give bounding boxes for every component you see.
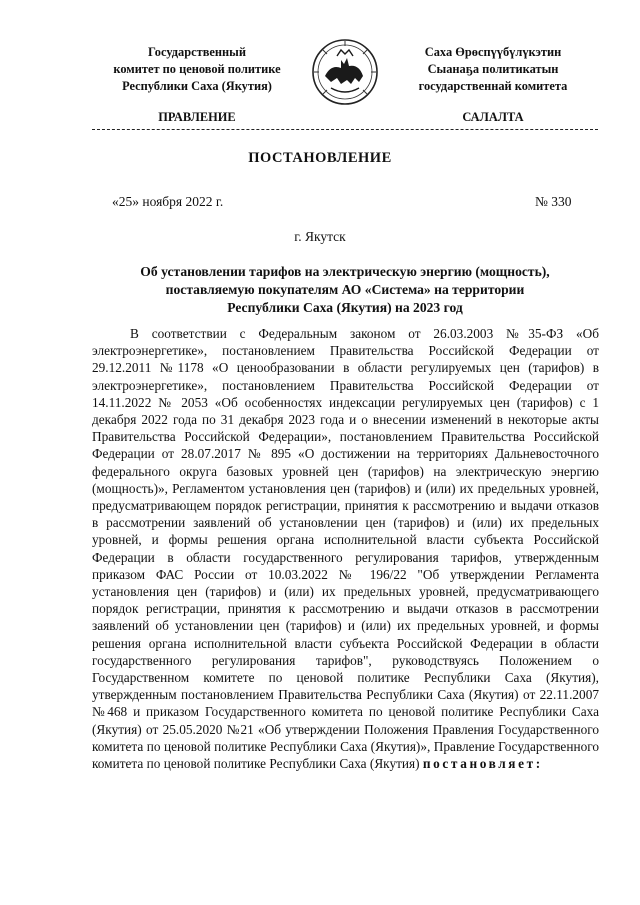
header-divider	[92, 129, 598, 130]
document-title: ПОСТАНОВЛЕНИЕ	[248, 150, 392, 166]
board-label-russian: ПРАВЛЕНИЕ	[158, 110, 236, 124]
document-number: № 330	[535, 194, 572, 209]
issuer-name-russian	[92, 44, 302, 95]
issuer-name-yakut	[388, 44, 598, 95]
issuer-line: комитет по ценовой политике	[113, 62, 281, 76]
issuer-line: Саха Өрөспүүбүлүкэтин	[424, 45, 562, 59]
sakha-republic-coat-of-arms-icon	[311, 38, 379, 106]
document-body	[92, 325, 599, 772]
resolve-word: постановляет:	[422, 756, 543, 772]
document-city: г. Якутск	[294, 229, 346, 244]
board-label-yakut: САЛАЛТА	[462, 110, 524, 124]
subject-line: Об установлении тарифов на электрическую энергию (мощность),	[140, 264, 550, 279]
body-text: В соответствии с Федеральным законом от 26.03.2003 №35-ФЗ «Об электроэнергетике», постановлением Правительства Российской Федерации от 29.12.2011 №1178 «О ценообразовании в области регулируемых цен (тарифов) в электроэнергетике», постановлением Правительства Российской Федерации от 14.11.2022 № 2053 «Об особенностях индексации регулируемых цен (тарифов) с 1 декабря 2022 года по 31 декабря 2023 года и о внесении изменений в некоторые акты Правительства Российской Федерации», постановлением Правительства Российской Федерации от 28.07.2017 № 895 «О достижении на территориях Дальневосточного федерального округа базовых уровней цен (тарифов) на электрическую энергию (мощность)», Регламентом установления цен (тарифов) и (или) их предельных уровней, предусматривающем порядок регистрации, принятия к рассмотрению и выдачи отказов в рассмотрении заявлений об установлении цен (тарифов) и (или) их предельных уровней, и формы решения органа исполнительной власти субъекта Российской Федерации в области государственного регулирования тарифов, утвержденным приказом ФАС России от 10.03.2022 № 196/22 "Об утверждении Регламента установления цен (тарифов) и (или) их предельных уровней, предусматривающего порядок регистрации, принятия к рассмотрению и выдачи отказов в рассмотрении заявлений об установлении цен (тарифов) и (или) их предельных уровней, и формы решения органа исполнительной власти субъекта Российской Федерации в области государственного регулирования тарифов", руководствуясь Положением о Государственном комитете по ценовой политике Республики Саха (Якутия), утвержденным постановлением Правительства Республики Саха (Якутия) от 22.11.2007 №468 и приказом Государственного комитета по ценовой политике Республики Саха (Якутия) от 25.05.2020 №21 «Об утверждении Положения Правления Государственного комитета по ценовой политике Республики Саха (Якутия)», Правление Государственного комитета по ценовой политике Республики Саха (Якутия)	[92, 326, 599, 772]
document-subject	[100, 263, 590, 317]
subject-line: Республики Саха (Якутия) на 2023 год	[227, 300, 463, 315]
body-paragraph	[92, 325, 599, 772]
issuer-line: Сыанаҕа политикатын	[427, 62, 559, 76]
issuer-line: государственнай комитета	[418, 79, 568, 93]
subject-line: поставляемую покупателям АО «Система» на территории	[165, 282, 525, 297]
issuer-line: Республики Саха (Якутия)	[122, 79, 272, 93]
document-date: «25» ноября 2022 г.	[112, 194, 224, 209]
issuer-line: Государственный	[148, 45, 246, 59]
